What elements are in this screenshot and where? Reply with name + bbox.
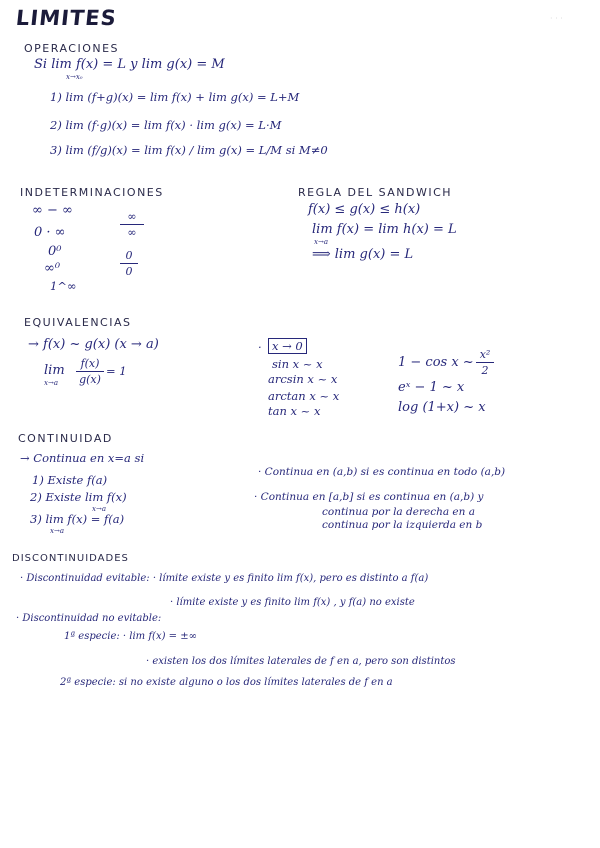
operaciones-rule-2: 2) lim (f·g)(x) = lim f(x) · lim g(x) = L·M [50, 118, 282, 132]
equivalencias-lim: lim [44, 363, 65, 378]
continuidad-right-1: · Continua en (a,b) si es continua en todo (a,b) [258, 466, 506, 478]
section-operaciones-heading: OPERACIONES [24, 42, 120, 55]
indet-item: 1^∞ [50, 279, 77, 293]
fraction-bar [476, 362, 494, 363]
equivalence-left: arcsin x ~ x [268, 372, 338, 386]
fraction-bar [120, 263, 138, 264]
continuidad-condition: 1) Existe f(a) [32, 473, 108, 487]
section-sandwich-heading: REGLA DEL SANDWICH [298, 186, 453, 199]
boxed-condition: x → 0 [268, 338, 307, 354]
fraction-numerator: f(x) [80, 357, 100, 370]
discontinuidad-evitable-2: · límite existe y es finito lim f(x) , y f(a) no existe [170, 597, 415, 608]
section-continuidad-heading: CONTINUIDAD [18, 432, 113, 445]
equivalencias-rule: → f(x) ~ g(x) (x → a) [28, 337, 159, 352]
section-indeterminaciones-heading: INDETERMINACIONES [20, 186, 164, 199]
equivalence-cos-fraction [476, 348, 494, 377]
continuidad-right-2: · Continua en [a,b] si es continua en (a,b) y [254, 491, 484, 503]
equivalence-right: eˣ − 1 ~ x [398, 380, 465, 395]
equivalencias-frac-eq: = 1 [106, 364, 127, 378]
fraction-numerator: x² [479, 348, 491, 361]
discontinuidad-no-evitable: · Discontinuidad no evitable: [16, 613, 162, 624]
continuidad-cond-sub: x→a [92, 505, 106, 513]
bullet-dot: · [258, 340, 262, 354]
equivalence-left: tan x ~ x [268, 404, 321, 418]
indet-item: 0⁰ [48, 244, 62, 259]
indet-fraction-inf [120, 210, 144, 239]
indet-item: ∞⁰ [44, 261, 61, 276]
equivalencias-box-label [268, 339, 307, 353]
equivalencias-fraction [76, 357, 104, 386]
sandwich-line-1: f(x) ≤ g(x) ≤ h(x) [308, 202, 421, 217]
especie-2: 2ª especie: si no existe alguno o los dos límites laterales de f en a [60, 677, 393, 688]
sandwich-sub: x→a [314, 238, 328, 246]
continuidad-right-3: continua por la derecha en a [322, 506, 476, 518]
especie-1-detail: · existen los dos límites laterales de f en a, pero son distintos [146, 656, 456, 667]
equivalence-left: arctan x ~ x [268, 389, 340, 403]
continuidad-right-4: continua por la izquierda en b [322, 519, 483, 531]
equivalencias-lim-sub: x→a [44, 379, 58, 387]
operaciones-rule-3: 3) lim (f/g)(x) = lim f(x) / lim g(x) = L/M si M≠0 [50, 143, 328, 157]
equivalence-right-cos: 1 − cos x ~ [398, 355, 474, 370]
fraction-denominator: g(x) [79, 373, 101, 386]
fraction-numerator: 0 [125, 249, 133, 262]
operaciones-rule-1: 1) lim (f+g)(x) = lim f(x) + lim g(x) = L+M [50, 90, 300, 104]
indet-fraction-zero [120, 249, 138, 278]
indet-item: ∞ − ∞ [32, 203, 73, 218]
continuidad-intro: → Continua en x=a si [20, 451, 145, 465]
fraction-bar [120, 224, 144, 225]
operaciones-premise-sub: x→x₀ [66, 73, 83, 81]
indet-item: 0 · ∞ [34, 225, 66, 240]
section-discontinuidades-heading: DISCONTINUIDADES [12, 553, 129, 564]
fraction-bar [76, 371, 104, 372]
discontinuidad-evitable: · Discontinuidad evitable: · límite existe y es finito lim f(x), pero es distinto a f(a) [20, 573, 429, 584]
sandwich-line-3: ⟹ lim g(x) = L [312, 247, 414, 262]
sandwich-line-2: lim f(x) = lim h(x) = L [312, 222, 457, 237]
especie-1: 1ª especie: · lim f(x) = ±∞ [64, 631, 197, 642]
continuidad-cond-sub: x→a [50, 527, 64, 535]
continuidad-condition: 3) lim f(x) = f(a) [30, 512, 125, 526]
equivalence-right: log (1+x) ~ x [398, 400, 486, 415]
equivalence-left: sin x ~ x [272, 357, 323, 371]
operaciones-premise: Si lim f(x) = L y lim g(x) = M [34, 57, 225, 72]
scan-mark: · · · [550, 14, 563, 23]
fraction-denominator: 2 [481, 364, 489, 377]
section-equivalencias-heading: EQUIVALENCIAS [24, 316, 132, 329]
continuidad-condition: 2) Existe lim f(x) [30, 490, 127, 504]
fraction-denominator: 0 [125, 265, 133, 278]
fraction-denominator: ∞ [127, 226, 137, 239]
page-title: LIMITES [14, 6, 118, 30]
fraction-numerator: ∞ [127, 210, 137, 223]
